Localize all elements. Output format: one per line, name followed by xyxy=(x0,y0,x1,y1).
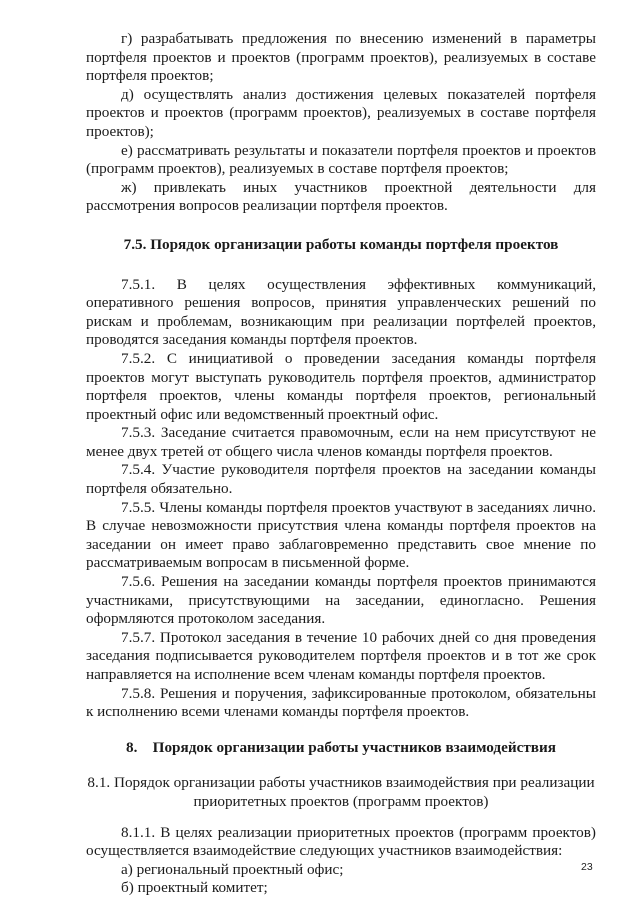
section-heading-8-1-line2: приоритетных проектов (программ проектов) xyxy=(193,792,489,810)
section-heading-8-1-line1: 8.1. Порядок организации работы участников взаимодействия при реализации xyxy=(87,774,595,792)
paragraph-7-5-2: 7.5.2. С инициативой о проведении заседания команды портфеля проектов могут выступать руководитель портфеля проектов, администратор портфеля проектов, члены команды портфеля проектов, региональный проектный офис или ведомственный проектный офис. xyxy=(86,349,596,423)
paragraph-7-5-4: 7.5.4. Участие руководителя портфеля проектов на заседании команды портфеля обязательно. xyxy=(86,461,596,498)
section-heading-7-5: 7.5. Порядок организации работы команды портфеля проектов xyxy=(123,235,559,253)
paragraph-7-5-1: 7.5.1. В целях осуществления эффективных коммуникаций, оперативного решения вопросов, принятия управленческих решений по рискам и проблемам, возникающим при реализации портфелей проектов, проводятся заседания команды портфеля проектов. xyxy=(86,275,596,349)
paragraph-7-5-7: 7.5.7. Протокол заседания в течение 10 рабочих дней со дня проведения заседания подписывается руководителем портфеля проектов и в тот же срок направляется на исполнение всем членам команды портфеля проектов. xyxy=(86,628,596,683)
list-item-a: а) региональный проектный офис; xyxy=(121,860,344,878)
paragraph-7-5-6: 7.5.6. Решения на заседании команды портфеля проектов принимаются участниками, присутствующими на заседании, единогласно. Решения оформляются протоколом заседания. xyxy=(86,573,596,628)
page-number: 23 xyxy=(581,861,593,873)
paragraph-7-5-8: 7.5.8. Решения и поручения, зафиксированные протоколом, обязательны к исполнению всеми членами команды портфеля проектов. xyxy=(86,684,596,721)
paragraph-item-zh: ж) привлекать иных участников проектной деятельности для рассмотрения вопросов реализации портфеля проектов. xyxy=(86,178,596,215)
paragraph-7-5-5: 7.5.5. Члены команды портфеля проектов участвуют в заседаниях лично. В случае невозможности присутствия члена команды портфеля проектов на заседании он имеет право заблаговременно представить свое мнение по рассматриваемым вопросам в письменной форме. xyxy=(86,498,596,572)
list-item-b: б) проектный комитет; xyxy=(121,879,268,897)
paragraph-7-5-3: 7.5.3. Заседание считается правомочным, если на нем присутствуют не менее двух третей от общего числа членов команды портфеля проектов. xyxy=(86,424,596,460)
section-heading-8-1 xyxy=(86,774,596,811)
paragraph-item-e: е) рассматривать результаты и показатели портфеля проектов и проектов (программ проектов), реализуемых в составе портфеля проектов; xyxy=(86,141,596,178)
paragraph-item-g: г) разрабатывать предложения по внесению изменений в параметры портфеля проектов и проектов (программ проектов), реализуемых в составе портфеля проектов; xyxy=(86,30,596,85)
paragraph-8-1-1: 8.1.1. В целях реализации приоритетных проектов (программ проектов) осуществляется взаимодействие следующих участников взаимодействия: xyxy=(86,823,596,860)
section-heading-8: 8. Порядок организации работы участников взаимодействия xyxy=(126,738,556,756)
paragraph-item-d: д) осуществлять анализ достижения целевых показателей портфеля проектов и проектов (программ проектов), реализуемых в составе портфеля проектов); xyxy=(86,85,596,140)
document-page xyxy=(86,30,596,898)
